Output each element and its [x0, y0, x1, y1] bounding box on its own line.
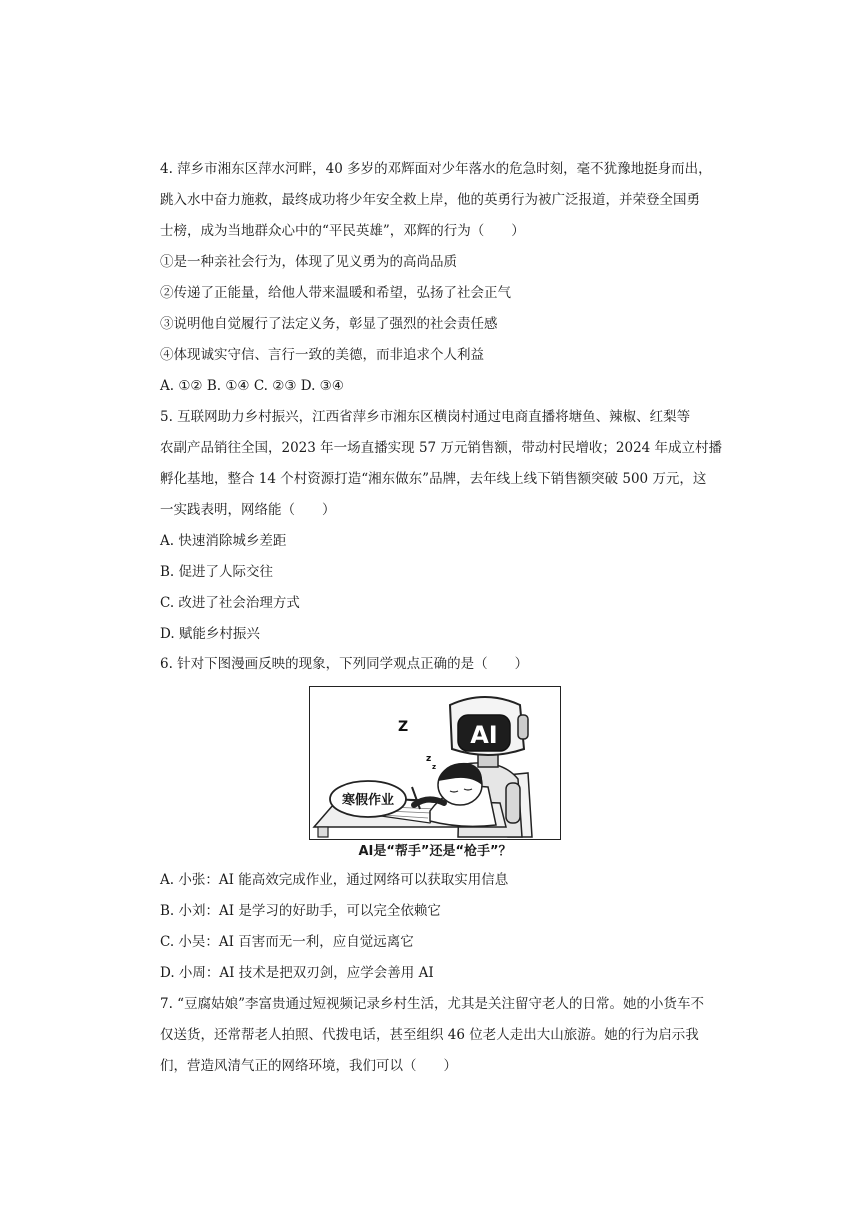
robot-arm	[506, 783, 520, 823]
q4-stem-line-3: 士榜，成为当地群众心中的“平民英雄”，邓辉的行为（ ）	[160, 223, 525, 239]
sleep-z-large: Z	[398, 719, 409, 735]
ai-homework-cartoon	[309, 686, 561, 840]
q5-option-c: C. 改进了社会治理方式	[160, 595, 300, 611]
q5-stem-line-1: 5. 互联网助力乡村振兴，江西省萍乡市湘东区横岗村通过电商直播将塘鱼、辣椒、红梨等	[160, 409, 691, 425]
q7-stem-line-1: 7. “豆腐姑娘”李富贵通过短视频记录乡村生活，尤其是关注留守老人的日常。她的小货车不	[160, 996, 704, 1012]
q6-option-c: C. 小吴：AI 百害而无一利，应自觉远离它	[160, 934, 414, 950]
q4-statement-3: ③说明他自觉履行了法定义务，彰显了强烈的社会责任感	[160, 316, 498, 332]
q7-stem-line-3: 们，营造风清气正的网络环境，我们可以（ ）	[160, 1058, 457, 1074]
cartoon-caption: AI是“帮手”还是“枪手”？	[358, 844, 512, 859]
q6-option-a: A. 小张：AI 能高效完成作业，通过网络可以获取实用信息	[160, 872, 509, 888]
q6-option-d: D. 小周：AI 技术是把双刃剑，应学会善用 AI	[160, 965, 434, 981]
desk-leg	[318, 827, 328, 837]
q4-statement-2: ②传递了正能量，给他人带来温暖和希望，弘扬了社会正气	[160, 285, 511, 301]
q5-stem-line-4: 一实践表明，网络能（ ）	[160, 502, 336, 518]
q5-stem-line-3: 孵化基地，整合 14 个村资源打造“湘东做东”品牌，去年线上线下销售额突破 500 万元，这	[160, 471, 707, 487]
robot-ai-label: AI	[470, 721, 498, 749]
q4-options: A. ①② B. ①④ C. ②③ D. ③④	[160, 378, 344, 394]
q6-option-b: B. 小刘：AI 是学习的好助手，可以完全依赖它	[160, 903, 441, 919]
q5-option-b: B. 促进了人际交往	[160, 564, 274, 580]
q7-stem-line-2: 仅送货，还常帮老人拍照、代拨电话，甚至组织 46 位老人走出大山旅游。她的行为启示我	[160, 1027, 699, 1043]
q4-statement-1: ①是一种亲社会行为，体现了见义勇为的高尚品质	[160, 254, 457, 270]
q4-stem-line-2: 跳入水中奋力施救，最终成功将少年安全救上岸，他的英勇行为被广泛报道，并荣登全国勇	[160, 192, 700, 208]
homework-bubble-text: 寒假作业	[341, 793, 395, 808]
q6-stem: 6. 针对下图漫画反映的现象，下列同学观点正确的是（ ）	[160, 656, 529, 672]
robot-ear	[518, 715, 528, 739]
sleep-z-tiny: z	[432, 763, 437, 771]
q5-option-a: A. 快速消除城乡差距	[160, 533, 287, 549]
q5-option-d: D. 赋能乡村振兴	[160, 626, 260, 642]
sleep-z-small: z	[426, 754, 432, 764]
q5-stem-line-2: 农副产品销往全国，2023 年一场直播实现 57 万元销售额，带动村民增收；2024 年成立村播	[160, 440, 723, 456]
q4-stem-line-1: 4. 萍乡市湘东区萍水河畔，40 多岁的邓辉面对少年落水的危急时刻，毫不犹豫地挺身而出，	[160, 161, 712, 177]
q4-statement-4: ④体现诚实守信、言行一致的美德，而非追求个人利益	[160, 347, 484, 363]
